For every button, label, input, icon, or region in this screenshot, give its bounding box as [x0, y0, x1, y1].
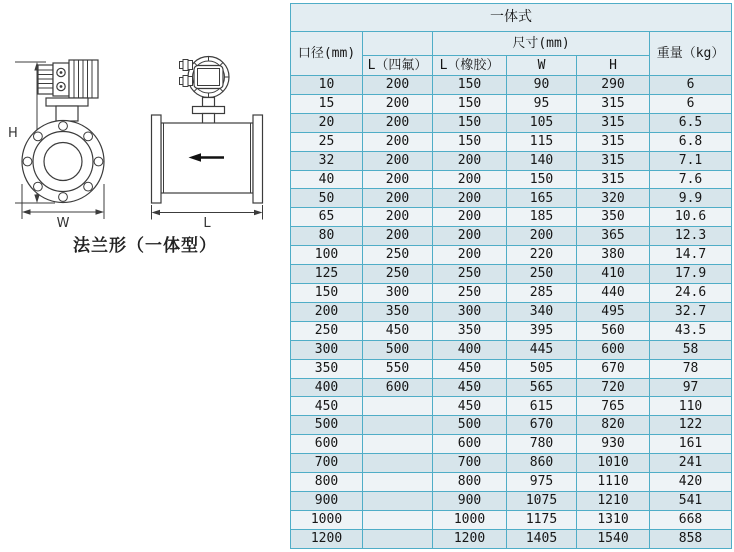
- table-cell: 15: [291, 94, 363, 113]
- table-cell: 200: [433, 151, 507, 170]
- table-cell: 858: [650, 529, 732, 548]
- table-cell: 400: [291, 378, 363, 397]
- table-cell: 200: [433, 208, 507, 227]
- table-cell: 600: [363, 378, 433, 397]
- table-cell: [363, 510, 433, 529]
- table-cell: 780: [507, 435, 577, 454]
- table-cell: 90: [507, 76, 577, 95]
- table-cell: 200: [363, 170, 433, 189]
- table-cell: 40: [291, 170, 363, 189]
- table-cell: 1200: [433, 529, 507, 548]
- header-l-rubber: L（橡胶）: [433, 56, 507, 76]
- table-cell: 250: [433, 265, 507, 284]
- table-cell: 10.6: [650, 208, 732, 227]
- table-cell: 505: [507, 359, 577, 378]
- table-cell: 12.3: [650, 227, 732, 246]
- table-cell: 6: [650, 94, 732, 113]
- table-cell: 150: [433, 94, 507, 113]
- table-row: [291, 246, 732, 265]
- table-cell: 1175: [507, 510, 577, 529]
- table-cell: 900: [291, 491, 363, 510]
- table-row: [291, 283, 732, 302]
- table-cell: 1000: [433, 510, 507, 529]
- table-row: [291, 94, 732, 113]
- table-cell: 1210: [577, 491, 650, 510]
- table-cell: 32.7: [650, 302, 732, 321]
- table-cell: [363, 397, 433, 416]
- table-cell: 1000: [291, 510, 363, 529]
- table-cell: 250: [363, 265, 433, 284]
- table-cell: 670: [577, 359, 650, 378]
- table-cell: 700: [291, 454, 363, 473]
- table-cell: 1010: [577, 454, 650, 473]
- table-cell: 450: [291, 397, 363, 416]
- table-cell: 200: [363, 94, 433, 113]
- table-cell: 285: [507, 283, 577, 302]
- table-cell: 450: [363, 321, 433, 340]
- table-cell: 17.9: [650, 265, 732, 284]
- neck-stem-front: [56, 106, 78, 121]
- table-cell: 670: [507, 416, 577, 435]
- w-label: W: [56, 216, 70, 230]
- table-cell: 6.5: [650, 113, 732, 132]
- table-cell: 420: [650, 473, 732, 492]
- table-cell: 350: [433, 321, 507, 340]
- table-cell: 1075: [507, 491, 577, 510]
- table-cell: 14.7: [650, 246, 732, 265]
- table-title: 一体式: [291, 4, 732, 32]
- table-row: [291, 170, 732, 189]
- table-cell: 9.9: [650, 189, 732, 208]
- table-row: [291, 189, 732, 208]
- table-cell: 250: [507, 265, 577, 284]
- table-cell: 24.6: [650, 283, 732, 302]
- flowmeter-diagram-pane: [0, 0, 290, 552]
- table-cell: 220: [507, 246, 577, 265]
- table-cell: 315: [577, 113, 650, 132]
- table-cell: 7.1: [650, 151, 732, 170]
- table-cell: 600: [577, 340, 650, 359]
- table-row: [291, 302, 732, 321]
- table-cell: 320: [577, 189, 650, 208]
- table-row: [291, 208, 732, 227]
- table-cell: 200: [363, 76, 433, 95]
- flowmeter-diagram: [0, 0, 290, 230]
- table-cell: 200: [507, 227, 577, 246]
- table-row: [291, 132, 732, 151]
- table-cell: 241: [650, 454, 732, 473]
- table-cell: 900: [433, 491, 507, 510]
- table-cell: 110: [650, 397, 732, 416]
- table-row: [291, 510, 732, 529]
- table-row: [291, 359, 732, 378]
- table-cell: 250: [363, 246, 433, 265]
- table-cell: 95: [507, 94, 577, 113]
- table-cell: 800: [291, 473, 363, 492]
- table-cell: 930: [577, 435, 650, 454]
- table-cell: 765: [577, 397, 650, 416]
- table-cell: 250: [433, 283, 507, 302]
- spec-table-pane: [290, 3, 732, 549]
- table-cell: 80: [291, 227, 363, 246]
- header-weight: 重量（kg）: [650, 32, 732, 76]
- l-dimension: [152, 205, 263, 230]
- header-spacer-cell: [363, 32, 433, 56]
- table-cell: 115: [507, 132, 577, 151]
- table-cell: 350: [363, 302, 433, 321]
- table-cell: 615: [507, 397, 577, 416]
- table-cell: 300: [291, 340, 363, 359]
- table-cell: 668: [650, 510, 732, 529]
- table-cell: 150: [433, 76, 507, 95]
- table-cell: 1540: [577, 529, 650, 548]
- table-body: [291, 76, 732, 549]
- table-row: [291, 397, 732, 416]
- table-cell: 97: [650, 378, 732, 397]
- spec-table: [290, 3, 732, 549]
- table-cell: 860: [507, 454, 577, 473]
- table-cell: 78: [650, 359, 732, 378]
- table-cell: 200: [433, 246, 507, 265]
- table-cell: 800: [433, 473, 507, 492]
- table-cell: 200: [363, 189, 433, 208]
- table-cell: 200: [291, 302, 363, 321]
- table-cell: 200: [363, 208, 433, 227]
- table-cell: [363, 491, 433, 510]
- table-cell: 140: [507, 151, 577, 170]
- table-cell: 200: [363, 227, 433, 246]
- table-cell: 350: [291, 359, 363, 378]
- right-flange: [253, 115, 263, 203]
- table-cell: 200: [363, 132, 433, 151]
- table-cell: 440: [577, 283, 650, 302]
- table-cell: 450: [433, 359, 507, 378]
- table-cell: 150: [433, 113, 507, 132]
- table-cell: 400: [433, 340, 507, 359]
- table-cell: 165: [507, 189, 577, 208]
- table-cell: 550: [363, 359, 433, 378]
- header-h: H: [577, 56, 650, 76]
- table-cell: 560: [577, 321, 650, 340]
- table-cell: 500: [291, 416, 363, 435]
- table-cell: 1310: [577, 510, 650, 529]
- table-title-row: [291, 4, 732, 32]
- neck-stem-bottom: [203, 114, 215, 124]
- table-cell: 150: [291, 283, 363, 302]
- table-cell: 105: [507, 113, 577, 132]
- table-cell: [363, 454, 433, 473]
- table-cell: 350: [577, 208, 650, 227]
- table-cell: 365: [577, 227, 650, 246]
- table-cell: 200: [433, 170, 507, 189]
- table-row: [291, 491, 732, 510]
- table-cell: 7.6: [650, 170, 732, 189]
- table-cell: 975: [507, 473, 577, 492]
- table-cell: 150: [433, 132, 507, 151]
- front-view: [22, 60, 104, 230]
- table-row: [291, 340, 732, 359]
- table-cell: [363, 473, 433, 492]
- table-cell: 700: [433, 454, 507, 473]
- table-cell: 315: [577, 132, 650, 151]
- table-cell: 65: [291, 208, 363, 227]
- table-cell: 32: [291, 151, 363, 170]
- table-cell: 43.5: [650, 321, 732, 340]
- table-cell: 100: [291, 246, 363, 265]
- table-cell: [363, 529, 433, 548]
- table-cell: [363, 435, 433, 454]
- transmitter-front: [38, 60, 98, 98]
- header-w: W: [507, 56, 577, 76]
- table-cell: 1200: [291, 529, 363, 548]
- table-cell: 200: [363, 151, 433, 170]
- table-row: [291, 454, 732, 473]
- table-cell: 150: [507, 170, 577, 189]
- side-view: [152, 57, 263, 231]
- table-cell: 50: [291, 189, 363, 208]
- table-row: [291, 378, 732, 397]
- header-diameter: 口径(mm): [291, 32, 363, 76]
- table-cell: 600: [291, 435, 363, 454]
- flange-face: [22, 121, 104, 203]
- table-cell: 565: [507, 378, 577, 397]
- table-cell: 300: [363, 283, 433, 302]
- table-cell: 315: [577, 151, 650, 170]
- table-cell: 315: [577, 170, 650, 189]
- table-cell: 495: [577, 302, 650, 321]
- table-cell: 395: [507, 321, 577, 340]
- l-label: L: [203, 216, 211, 230]
- header-size-group: 尺寸(mm): [433, 32, 650, 56]
- table-row: [291, 265, 732, 284]
- table-cell: 200: [363, 113, 433, 132]
- table-row: [291, 151, 732, 170]
- table-cell: 445: [507, 340, 577, 359]
- table-cell: 200: [433, 189, 507, 208]
- neck-stem-top: [203, 98, 215, 107]
- table-cell: 380: [577, 246, 650, 265]
- table-cell: 6.8: [650, 132, 732, 151]
- diagram-caption: 法兰形（一体型）: [73, 236, 217, 256]
- table-cell: 10: [291, 76, 363, 95]
- table-cell: 25: [291, 132, 363, 151]
- table-cell: 820: [577, 416, 650, 435]
- table-cell: 500: [433, 416, 507, 435]
- neck-flange-front: [46, 98, 88, 106]
- table-cell: 6: [650, 76, 732, 95]
- table-cell: 20: [291, 113, 363, 132]
- table-row: [291, 321, 732, 340]
- table-cell: 250: [291, 321, 363, 340]
- table-cell: 1405: [507, 529, 577, 548]
- left-flange: [152, 115, 162, 203]
- neck-flange-side: [193, 107, 225, 114]
- table-cell: 290: [577, 76, 650, 95]
- table-cell: 125: [291, 265, 363, 284]
- table-row: [291, 473, 732, 492]
- table-cell: 500: [363, 340, 433, 359]
- table-row: [291, 435, 732, 454]
- table-cell: 315: [577, 94, 650, 113]
- table-cell: [363, 416, 433, 435]
- table-cell: 185: [507, 208, 577, 227]
- table-cell: 300: [433, 302, 507, 321]
- table-cell: 450: [433, 397, 507, 416]
- table-cell: 1110: [577, 473, 650, 492]
- table-row: [291, 529, 732, 548]
- transmitter-side: [180, 57, 230, 98]
- table-cell: 450: [433, 378, 507, 397]
- table-cell: 600: [433, 435, 507, 454]
- table-cell: 541: [650, 491, 732, 510]
- table-cell: 122: [650, 416, 732, 435]
- table-cell: 410: [577, 265, 650, 284]
- header-row-groups: [291, 32, 732, 56]
- table-row: [291, 227, 732, 246]
- table-row: [291, 76, 732, 95]
- table-cell: 720: [577, 378, 650, 397]
- table-row: [291, 113, 732, 132]
- table-row: [291, 416, 732, 435]
- table-cell: 58: [650, 340, 732, 359]
- table-cell: 161: [650, 435, 732, 454]
- h-label: H: [8, 126, 18, 141]
- header-l-ptfe: L（四氟）: [363, 56, 433, 76]
- table-cell: 340: [507, 302, 577, 321]
- table-cell: 200: [433, 227, 507, 246]
